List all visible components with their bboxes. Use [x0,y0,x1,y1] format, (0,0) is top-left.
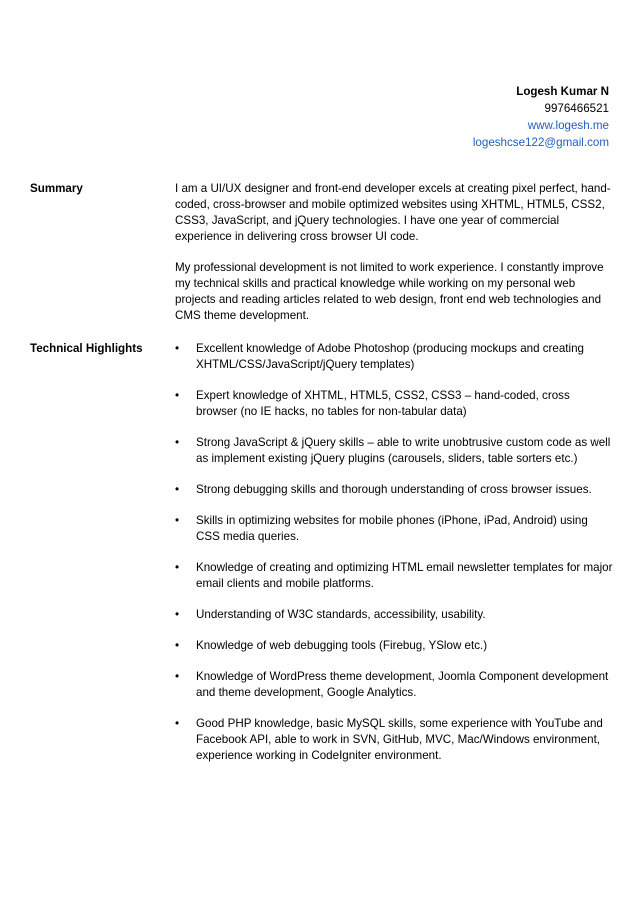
summary-paragraph: I am a UI/UX designer and front-end developer excels at creating pixel perfect, hand-coded, cross-browser and mobile optimized websites using XHTML, HTML5, CSS2, CSS3, JavaScript, and jQuery technologies. I have one year of commercial experience in delivering cross browser UI code. [175,182,611,243]
bullet-icon: • [175,483,180,496]
contact-block [473,83,609,151]
list-item-text: Skills in optimizing websites for mobile phones (iPhone, iPad, Android) using CSS media queries. [196,514,588,543]
list-item-text: Understanding of W3C standards, accessibility, usability. [196,608,486,621]
contact-website-link[interactable]: www.logesh.me [527,119,609,132]
list-item-text: Good PHP knowledge, basic MySQL skills, some experience with YouTube and Facebook API, able to work in SVN, GitHub, MVC, Mac/Windows environment, experience working in CodeIgniter environment. [196,717,603,762]
bullet-icon: • [175,342,180,355]
contact-email-link[interactable]: logeshcse122@gmail.com [472,136,609,149]
list-item [175,560,613,592]
highlights-list [175,341,613,764]
bullet-icon: • [175,561,180,574]
bullet-icon: • [175,639,180,652]
list-item [175,638,613,654]
list-item-text: Knowledge of WordPress theme development, Joomla Component development and theme development, Google Analytics. [196,670,609,699]
summary-body [175,181,613,339]
list-item [175,341,613,373]
list-item-text: Strong JavaScript & jQuery skills – able to write unobtrusive custom code as well as implement existing jQuery plugins (carousels, sliders, table sorters etc.) [196,436,611,465]
list-item [175,513,613,545]
list-item-text: Knowledge of web debugging tools (Firebug, YSlow etc.) [196,639,488,652]
technical-highlights-heading: Technical Highlights [30,342,143,355]
bullet-icon: • [175,389,180,402]
bullet-icon: • [175,436,180,449]
summary-heading: Summary [30,182,83,195]
summary-paragraph: My professional development is not limited to work experience. I constantly improve my technical skills and practical knowledge while working on my personal web projects and reading articles related to web design, front end web technologies and CMS theme development. [175,261,604,322]
list-item-text: Knowledge of creating and optimizing HTML email newsletter templates for major email clients and mobile platforms. [196,561,613,590]
list-item [175,435,613,467]
contact-name: Logesh Kumar N [516,85,609,98]
list-item [175,388,613,420]
technical-highlights-body [175,341,613,779]
bullet-icon: • [175,514,180,527]
contact-phone: 9976466521 [544,102,609,115]
list-item-text: Excellent knowledge of Adobe Photoshop (producing mockups and creating XHTML/CSS/JavaScript/jQuery templates) [196,342,584,371]
bullet-icon: • [175,717,180,730]
bullet-icon: • [175,670,180,683]
list-item [175,669,613,701]
bullet-icon: • [175,608,180,621]
list-item [175,482,613,498]
list-item-text: Expert knowledge of XHTML, HTML5, CSS2, CSS3 – hand-coded, cross browser (no IE hacks, no tables for non-tabular data) [196,389,570,418]
list-item [175,716,613,764]
list-item [175,607,613,623]
list-item-text: Strong debugging skills and thorough understanding of cross browser issues. [196,483,592,496]
